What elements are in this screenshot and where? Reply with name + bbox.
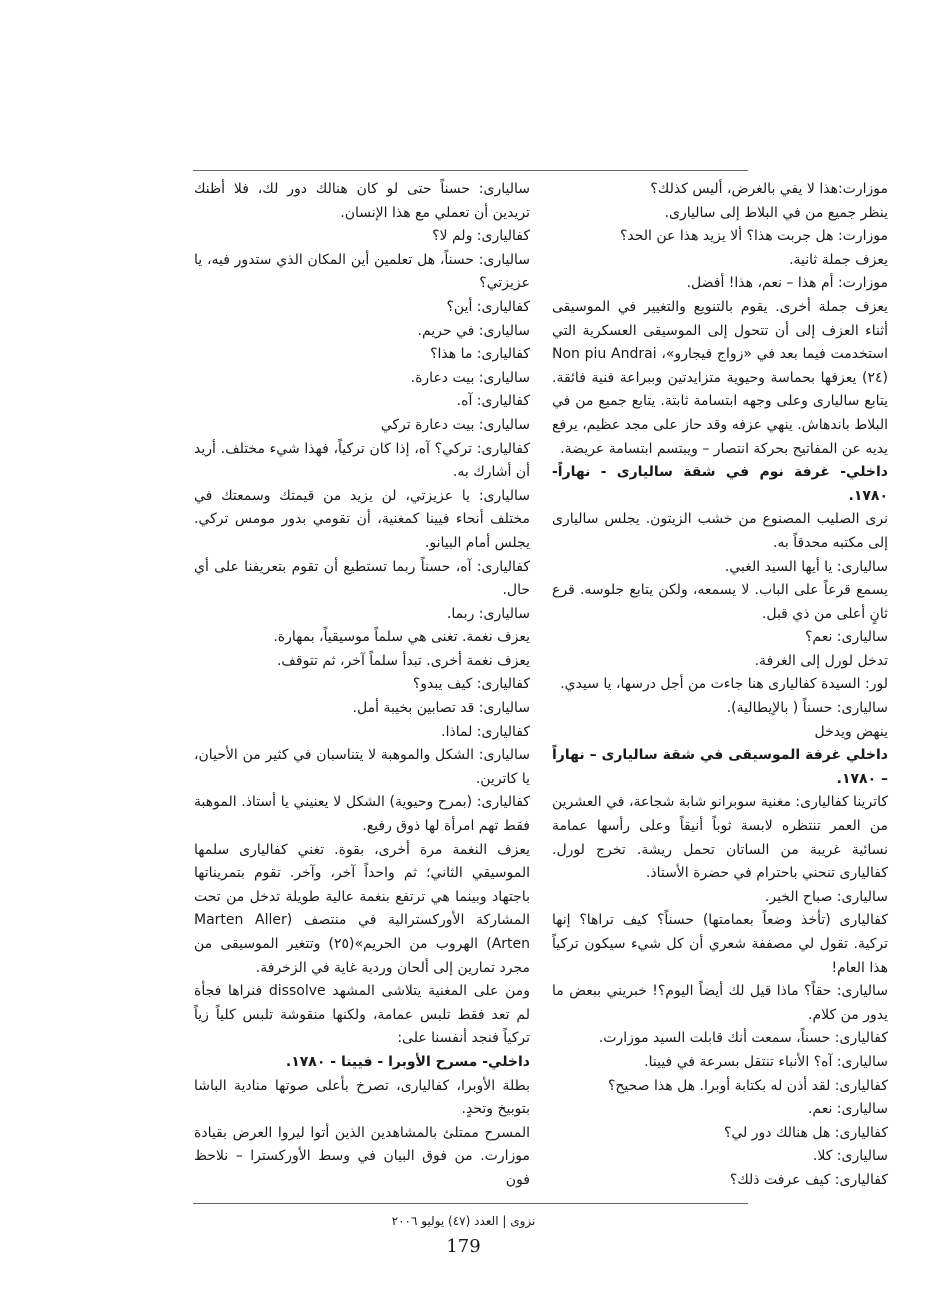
paragraph: كفاليارى: لقد أذن له بكتابة أوبرا. هل هذا صحيح؟ [607,1077,888,1094]
paragraph: كفاليارى: (بمرح وحيوية) الشكل لا يعنيني يا أستاذ. الموهبة فقط تهم امرأة لها ذوق رفيع. [194,794,530,835]
paragraph: ينهض ويدخل [814,723,888,740]
paragraph: كفاليارى: تركي؟ آه، إذا كان تركياً، فهذا شيء مختلف. أريد أن أشارك به. [194,440,530,481]
page-number: 179 [446,1236,481,1257]
paragraph: كفاليارى: آه. [456,393,530,410]
scene-heading: داخلي- غرفة نوم في شقة ساليارى - نهاراً- ١٧٨٠. [552,464,888,504]
paragraph: بطلة الأوبرا، كفاليارى، تصرخ بأعلى صوتها منادية الباشا بتوبيخ وتحدٍ. [194,1077,530,1118]
paragraph: كفاليارى: حسناً، سمعت أنك قابلت السيد موزارت. [598,1030,888,1047]
paragraph: ساليارى: حسناً حتى لو كان هنالك دور لك، فلا أظنك تريدين أن تعملي مع هذا الإنسان. [194,181,530,221]
paragraph: ساليارى: بيت دعارة. [410,369,530,386]
paragraph: ساليارى: يا أيها السيد الغبي. [724,558,888,575]
paragraph: ساليارى: نعم؟ [804,629,888,646]
paragraph: ينظر جميع من في البلاط إلى ساليارى. [664,204,888,221]
paragraph: كاترينا كفاليارى: مغنية سوبرانو شابة شجاعة، في العشرين من العمر تنتظره لابسة ثوباً أنيقاً وعلى رأسها عمامة نسائية غريبة من الساتان تحمل ريشة. تخرج لورل. كفاليارى تنحني باحترام في حضرة الأستاذ. [552,794,888,882]
paragraph: يسمع قرعاً على الباب. لا يسمعه، ولكن يتابع جلوسه. قرع ثانٍ أعلى من ذي قبل. [552,582,888,622]
paragraph: كفاليارى: ولم لا؟ [432,228,530,245]
paragraph: يعزف النغمة مرة أخرى، بقوة. تغني كفاليارى سلمها الموسيقي الثاني؛ ثم واحداً آخر، وآخر. تقوم بتمريناتها باجتهاد وبينما هي ترتفع بنغمة عالية طويلة تدخل من تحت المشاركة الأوركسترالية في منتصف (Marten Aller Arten) الهروب من الحريم»(٢٥) وتتغير الموسيقى من مجرد تمارين إلى ألحان وردية غاية في الزخرفة. [194,841,530,976]
paragraph: ساليارى: قد تصابين بخيبة أمل. [352,700,530,717]
paragraph: ساليارى: كلا. [812,1148,888,1165]
paragraph: كفاليارى: لماذا. [441,723,530,740]
paragraph: ساليارى: في حريم. [417,322,530,339]
paragraph: يعزف نغمة. تغنى هي سلماً موسيقياً، بمهارة. [273,629,530,646]
paragraph: ساليارى: يا عزيزتي، لن يزيد من قيمتك وسمعتك في مختلف أنحاء فيينا كمغنية، أن تقومي بدور مومس تركي. يجلس أمام البيانو. [194,487,530,551]
paragraph: كفاليارى: أين؟ [446,298,530,315]
right-column [552,178,888,1193]
paragraph: ساليارى: حقاً؟ ماذا قيل لك أيضاً اليوم؟! خبريني ببعض ما يدور من كلام. [552,983,888,1023]
paragraph: ساليارى: ربما. [446,605,530,622]
paragraph: موزارت:هذا لا يفي بالغرض، أليس كذلك؟ [650,181,888,197]
paragraph: لور: السيدة كفاليارى هنا جاءت من أجل درسها، يا سيدي. [560,676,888,693]
paragraph: نرى الصليب المصنوع من خشب الزيتون. يجلس ساليارى إلى مكتبه محدقاً به. [552,511,888,551]
paragraph: موزارت: هل جربت هذا؟ ألا يزيد هذا عن الحد؟ [619,228,888,245]
paragraph: ساليارى: نعم. [807,1101,888,1118]
paragraph: يعزف جملة ثانية. [789,251,888,268]
paragraph: ساليارى: حسناً، هل تعلمين أين المكان الذي ستدور فيه، يا عزيزتي؟ [194,251,530,292]
paragraph: كفاليارى: كيف عرفت ذلك؟ [729,1171,888,1188]
paragraph: ساليارى: آه؟ الأنباء تنتقل بسرعة في فيينا. [644,1053,888,1070]
paragraph: كفاليارى: آه، حسناً ربما تستطيع أن تقوم بتعريفنا على أي حال. [194,558,530,599]
paragraph: ساليارى: صباح الخير. [764,888,888,905]
paragraph: كفاليارى: كيف يبدو؟ [412,676,530,693]
top-rule [193,170,748,171]
paragraph: المسرح ممتلئ بالمشاهدين الذين أتوا ليروا العرض بقيادة موزارت. من فوق البيان في وسط الأوركسترا – نلاحظ فون [194,1124,530,1188]
journal-issue-line: نزوى | العدد (٤٧) يوليو ٢٠٠٦ [391,1214,536,1228]
scene-heading: داخلي غرفة الموسيقى في شقة ساليارى – نهاراً – ١٧٨٠. [552,747,888,787]
paragraph: تدخل لورل إلى الغرفة. [754,652,888,669]
paragraph: ساليارى: بيت دعارة تركي [380,416,530,433]
paragraph: كفاليارى: ما هذا؟ [430,346,530,363]
paragraph: كفاليارى (تأخذ وضعاً بعمامتها) حسناً؟ كيف تراها؟ إنها تركية. تقول لي مصففة شعري أن كل شيء سيكون تركياً هذا العام! [552,912,888,976]
paragraph: ساليارى: حسناً ( بالإيطالية). [726,700,888,717]
scene-heading: داخلي- مسرح الأوبرا - فيينا - ١٧٨٠. [285,1053,530,1070]
paragraph: يعزف جملة أخرى. يقوم بالتنويع والتغيير في الموسيقى أثناء العزف إلى أن تتحول إلى الموسيقى العسكرية التي استخدمت فيما بعد في «زواج فيجارو»، Non piu Andrai (٢٤) يعزفها بحماسة وحيوية متزايدتين وببراعة فنية فائقة. يتابع ساليارى وعلى وجهه ابتسامة ثابتة. يتابع جميع من في البلاط باندهاش. ينهي عزفه وقد حاز على مجد عظيم، يرفع يديه عن المفاتيح بحركة انتصار – ويبتسم ابتسامة عريضة. [552,298,888,457]
paragraph: موزارت: أم هذا – نعم، هذا! أفضل. [686,275,888,292]
paragraph: ساليارى: الشكل والموهبة لا يتناسبان في كثير من الأحيان، يا كاترين. [194,747,530,787]
left-column [194,178,530,1193]
paragraph: كفاليارى: هل هنالك دور لي؟ [723,1124,888,1141]
paragraph: يعزف نغمة أخرى. تبدأ سلماً آخر، ثم تتوقف. [276,652,530,669]
paragraph: ومن على المغنية يتلاشى المشهد dissolve فنراها فجأة لم تعد فقط تلبس عمامة، ولكنها منقوشة تلبس كلياً زياً تركياً فنجد أنفسنا على: [194,983,530,1047]
bottom-rule [193,1203,748,1204]
